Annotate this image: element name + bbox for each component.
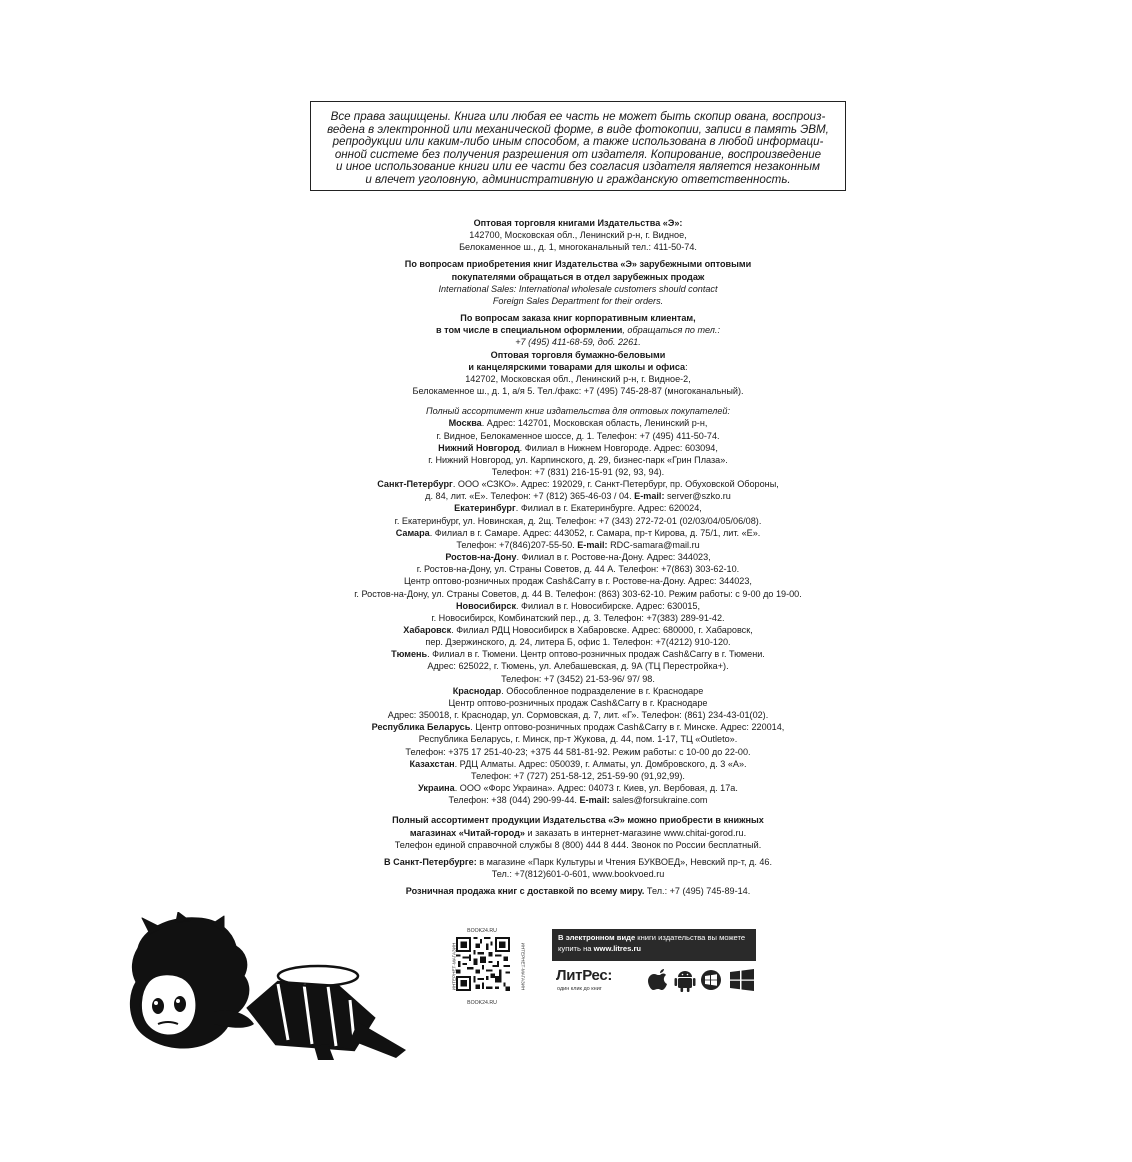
imprint-info [290, 217, 866, 897]
litres-link[interactable]: www.litres.ru [593, 944, 642, 953]
platform-icons [648, 968, 756, 992]
city-name: Новосибирск [455, 600, 516, 611]
email-link[interactable]: sales@forsukraine.com [609, 795, 708, 806]
wholesale-line: 142700, Московская обл., Ленинский р-н, г. Видное, [469, 230, 687, 241]
city-entry-line: Телефон: +38 (044) 290-99-44. E-mail: sales@forsukraine.com [448, 795, 708, 806]
city-entry-line: г. Видное, Белокаменное шоссе, д. 1. Телефон: +7 (495) 411-50-74. [436, 430, 720, 441]
city-entry: Нижний Новгород. Филиал в Нижнем Новгороде. Адрес: 603094, [438, 442, 718, 453]
city-name: Самара [395, 527, 430, 538]
city-entry-line: Телефон: +375 17 251-40-23; +375 44 581-81-92. Режим работы: с 10-00 до 22-00. [405, 746, 751, 757]
city-entry: Хабаровск. Филиал РДЦ Новосибирск в Хабаровске. Адрес: 680000, г. Хабаровск, [403, 625, 753, 635]
foreign-title: По вопросам приобретения книг Издательства «Э» зарубежными оптовыми [404, 259, 752, 270]
city-entry: Казахстан. РДЦ Алматы. Адрес: 050039, г. Алматы, ул. Домбровского, д. 3 «А». [409, 758, 747, 769]
city-name: Краснодар [452, 685, 502, 696]
city-name: Хабаровск [403, 625, 452, 635]
city-entry-line: Телефон: +7 (831) 216-15-91 (92, 93, 94). [491, 466, 665, 477]
foreign-en: Foreign Sales Department for their orders. [492, 295, 664, 306]
qr-code[interactable] [456, 937, 510, 991]
retail-line: Полный ассортимент продукции Издательства «Э» можно приобрести в книжных [392, 815, 764, 826]
city-entry-line: Центр оптово-розничных продаж Cash&Carry в г. Краснодаре [448, 697, 708, 708]
city-name: Украина [418, 783, 455, 794]
litres-logo: ЛитРес: [556, 967, 613, 984]
city-entry-line: Телефон: +7 (3452) 21-53-96/ 97/ 98. [501, 673, 655, 684]
city-name: Ростов-на-Дону [445, 552, 517, 563]
windows-icon [730, 969, 754, 991]
rights-line: онной системе без получения разрешения от издателя. Копирование, воспроизведение [334, 147, 822, 161]
city-entry-line: г. Ростов-на-Дону, ул. Страны Советов, д. 44 В. Телефон: (863) 303-62-10. Режим работы: с 9-00 до 19-00. [354, 588, 802, 599]
city-entry: Москва. Адрес: 142701, Московская область, Ленинский р-н, [448, 418, 708, 429]
city-name: Тюмень [391, 649, 428, 660]
city-entry-line: г. Екатеринбург, ул. Новинская, д. 2щ. Телефон: +7 (343) 272-72-01 (02/03/04/05/06/08). [394, 515, 762, 526]
city-entry: Екатеринбург. Филиал в г. Екатеринбурге. Адрес: 620024, [454, 503, 702, 514]
city-entry: Новосибирск. Филиал в г. Новосибирске. Адрес: 630015, [455, 600, 701, 611]
qr-side-label: ИНТЕРНЕТ-МАГАЗИН [520, 942, 526, 991]
qr-bottom-label: BOOK24.RU [467, 1000, 497, 1006]
rights-line: и иное использование книги или ее части без согласия издателя является незаконным [336, 160, 820, 174]
assortment-intro: Полный ассортимент книг издательства для оптовых покупателей: [426, 406, 730, 417]
retail-line: магазинах «Читай-город» и заказать в интернет-магазине www.chitai-gorod.ru. [409, 827, 747, 838]
rights-line: Все права защищены. Книга или любая ее часть не может быть скопир ована, воспроиз- [330, 110, 826, 123]
qr-code-block [442, 928, 526, 1012]
rights-notice-box [310, 101, 846, 191]
rights-line: репродукции или каким-либо иным способом, а также использована в любой информаци- [332, 135, 824, 149]
city-entry-line: г. Ростов-на-Дону, ул. Страны Советов, д. 44 А. Телефон: +7(863) 303-62-10. [416, 564, 740, 575]
city-name: Республика Беларусь [371, 722, 471, 733]
city-entry-line: Телефон: +7 (727) 251-58-12, 251-59-90 (91,92,99). [471, 770, 685, 781]
city-entry-line: Центр оптово-розничных продаж Cash&Carry в г. Ростове-на-Дону. Адрес: 344023, [404, 576, 752, 587]
city-list [290, 417, 866, 806]
apple-icon [648, 969, 667, 990]
city-entry-line: г. Нижний Новгород, ул. Карпинского, д. 29, бизнес-парк «Грин Плаза». [428, 454, 728, 465]
qr-top-label: BOOK24.RU [467, 928, 497, 934]
corporate-title: в том числе в специальном оформлении, обращаться по тел.: [436, 325, 720, 336]
city-name: Москва [448, 418, 482, 429]
spb-line: Тел.: +7(812)601-0-601, www.bookvoed.ru [491, 868, 665, 879]
rights-line: и влечет уголовную, административную и гражданскую ответственность. [365, 172, 791, 186]
city-entry: Санкт-Петербург. ООО «СЗКО». Адрес: 192029, г. Санкт-Петербург, пр. Обуховской Обороны, [377, 479, 779, 490]
stationery-line: Белокаменное ш., д. 1, а/я 5. Тел./факс: +7 (495) 745-28-87 (многоканальный). [412, 386, 744, 397]
city-name: Нижний Новгород [438, 442, 520, 453]
city-entry-line: Адрес: 625022, г. Тюмень, ул. Алебашевская, д. 9А (ТЦ Перестройка+). [427, 661, 729, 672]
foreign-en: International Sales: International wholesale customers should contact [438, 283, 718, 294]
litres-banner-line: В электронном виде книги издательства вы можете [558, 933, 746, 942]
email-link[interactable]: server@szko.ru [664, 491, 731, 502]
wholesale-title: Оптовая торговля книгами Издательства «Э»: [473, 218, 683, 228]
wholesale-line: Белокаменное ш., д. 1, многоканальный тел.: 411-50-74. [459, 242, 697, 253]
corporate-title: По вопросам заказа книг корпоративным клиентам, [460, 313, 696, 324]
qr-side-label: ИНТЕРНЕТ-МАГАЗИН [451, 942, 457, 991]
email-link[interactable]: RDC-samara@mail.ru [607, 539, 700, 550]
corporate-phone: +7 (495) 411-68-59, доб. 2261. [515, 337, 641, 348]
city-entry: Украина. ООО «Форс Украина». Адрес: 04073 г. Киев, ул. Вербовая, д. 17а. [418, 783, 738, 794]
stationery-title: Оптовая торговля бумажно-беловыми [490, 349, 666, 360]
city-entry: Ростов-на-Дону. Филиал в г. Ростове-на-Дону. Адрес: 344023, [445, 552, 711, 563]
retail-line: Телефон единой справочной службы 8 (800) 444 8 444. Звонок по России бесплатный. [394, 839, 762, 850]
city-entry: Республика Беларусь. Центр оптово-розничных продаж Cash&Carry в г. Минске. Адрес: 220014, [371, 722, 785, 733]
cartoon-illustration [128, 912, 410, 1060]
spb-line: В Санкт-Петербурге: в магазине «Парк Культуры и Чтения БУКВОЕД», Невский пр-т, д. 46. [383, 856, 773, 867]
city-name: Санкт-Петербург [377, 479, 453, 490]
rights-line: ведена в электронной или механической форме, в виде фотокопии, записи в память ЭВМ, [327, 122, 829, 136]
city-entry: Тюмень. Филиал в г. Тюмени. Центр оптово-розничных продаж Cash&Carry в г. Тюмени. [391, 649, 765, 660]
worldwide-line: Розничная продажа книг с доставкой по всему миру. Тел.: +7 (495) 745-89-14. [405, 886, 751, 897]
city-entry-line: Адрес: 350018, г. Краснодар, ул. Сормовская, д. 7, лит. «Г». Телефон: (861) 234-43-01(02). [387, 710, 769, 721]
city-entry-line: д. 84, лит. «Е». Телефон: +7 (812) 365-46-03 / 04. E-mail: server@szko.ru [425, 491, 731, 502]
windows-phone-icon [701, 970, 721, 990]
city-entry-line: Республика Беларусь, г. Минск, пр-т Жукова, д. 44, пом. 1-17, ТЦ «Outleto». [418, 734, 738, 745]
city-entry: Краснодар. Обособленное подразделение в г. Краснодаре [452, 685, 704, 696]
city-entry-line: Телефон: +7(846)207-55-50. E-mail: RDC-samara@mail.ru [456, 539, 700, 550]
city-entry: Самара. Филиал в г. Самаре. Адрес: 443052, г. Самара, пр-т Кирова, д. 75/1, лит. «Е». [395, 527, 761, 538]
city-entry-line: г. Новосибирск, Комбинатский пер., д. 3. Телефон: +7(383) 289-91-42. [431, 612, 725, 623]
foreign-title: покупателями обращаться в отдел зарубежных продаж [451, 271, 705, 282]
city-name: Екатеринбург [454, 503, 516, 514]
city-entry-line: пер. Дзержинского, д. 24, литера Б, офис 1. Телефон: +7(4212) 910-120. [425, 637, 731, 648]
litres-banner-line: купить на www.litres.ru [558, 944, 642, 953]
android-icon [675, 971, 696, 992]
litres-tagline: один клик до книг [557, 986, 602, 992]
stationery-title: и канцелярскими товарами для школы и офиса: [468, 361, 688, 372]
stationery-line: 142702, Московская обл., Ленинский р-н, г. Видное-2, [465, 373, 691, 384]
city-name: Казахстан [409, 758, 455, 769]
litres-banner [552, 929, 756, 961]
